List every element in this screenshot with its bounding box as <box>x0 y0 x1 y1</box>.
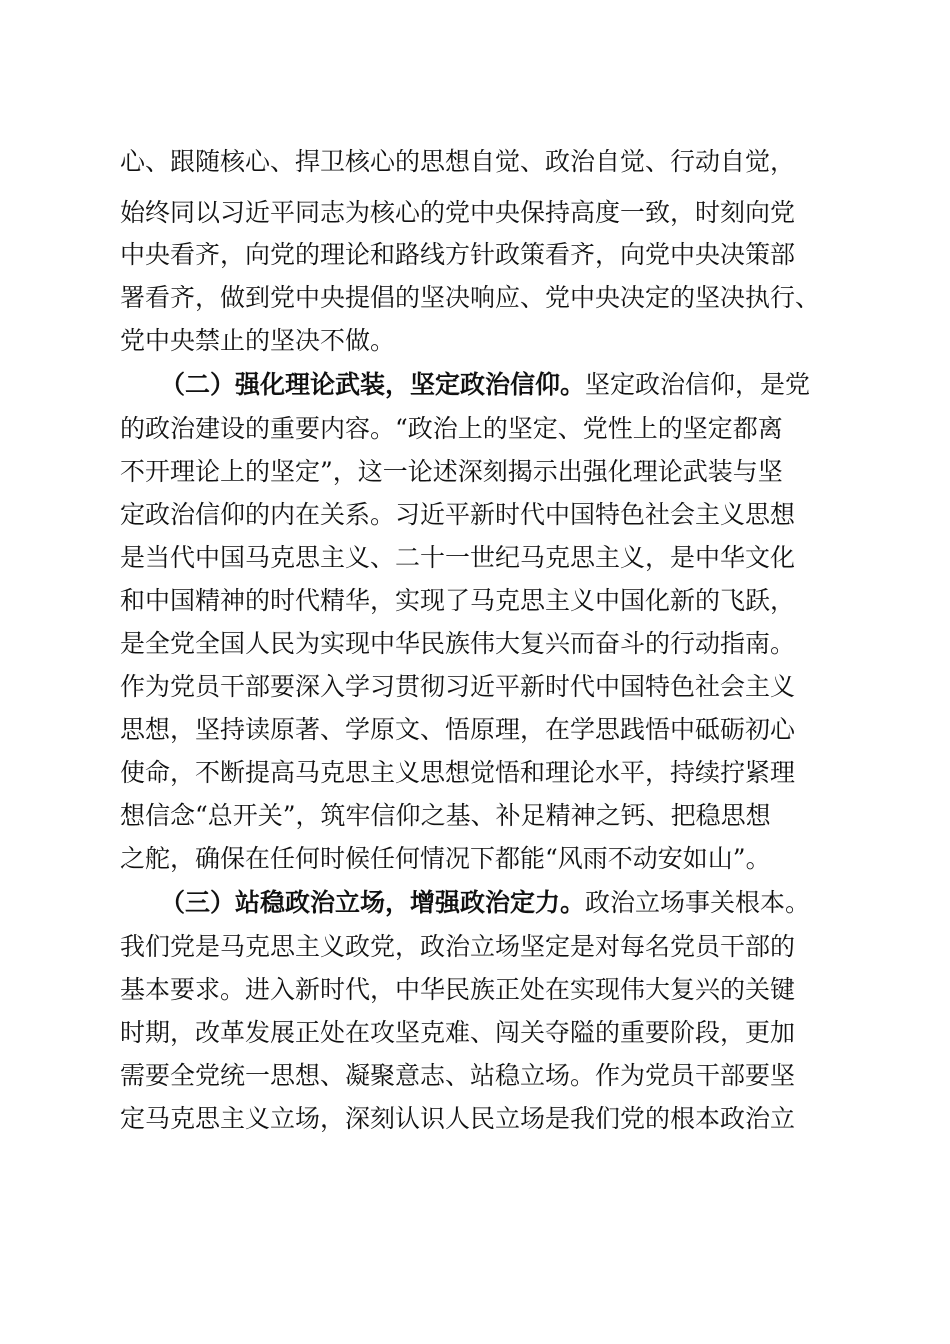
paragraph-1-line-2: 始终同以习近平同志为核心的党中央保持高度一致，时刻向党 <box>120 198 796 227</box>
paragraph-3-line-2: 我们党是马克思主义政党，政治立场坚定是对每名党员干部的 <box>120 932 796 961</box>
paragraph-2-line-12: 之舵，确保在任何时候任何情况下都能“风雨不动安如山”。 <box>120 844 771 873</box>
paragraph-2-first-line-text: 坚定政治信仰，是党 <box>585 370 811 399</box>
paragraph-1-line-3: 中央看齐，向党的理论和路线方针政策看齐，向党中央决策部 <box>120 240 796 269</box>
paragraph-2-line-7: 是全党全国人民为实现中华民族伟大复兴而奋斗的行动指南。 <box>120 629 796 658</box>
paragraph-3-first-line-text: 政治立场事关根本。 <box>585 888 811 917</box>
paragraph-2-line-11: 想信念“总开关”，筑牢信仰之基、补足精神之钙、把稳思想 <box>120 801 771 830</box>
paragraph-2-line-4: 定政治信仰的内在关系。习近平新时代中国特色社会主义思想 <box>120 500 796 529</box>
paragraph-2-line-10: 使命，不断提高马克思主义思想觉悟和理论水平，持续拧紧理 <box>120 758 796 787</box>
paragraph-1-line-1: 心、跟随核心、捍卫核心的思想自觉、政治自觉、行动自觉， <box>120 147 796 176</box>
paragraph-2-first-line <box>160 365 840 405</box>
paragraph-3-first-line <box>160 883 840 923</box>
paragraph-2-line-2: 的政治建设的重要内容。“政治上的坚定、党性上的坚定都离 <box>120 414 783 443</box>
paragraph-2-line-3: 不开理论上的坚定”，这一论述深刻揭示出强化理论武装与坚 <box>120 457 783 486</box>
paragraph-1-line-4: 署看齐，做到党中央提倡的坚决响应、党中央决定的坚决执行、 <box>120 283 821 312</box>
paragraph-2-line-6: 和中国精神的时代精华，实现了马克思主义中国化新的飞跃， <box>120 586 796 615</box>
paragraph-1-line-5: 党中央禁止的坚决不做。 <box>120 326 396 355</box>
paragraph-2-line-9: 思想，坚持读原著、学原文、悟原理，在学思践悟中砥砺初心 <box>120 715 796 744</box>
paragraph-3-line-4: 时期，改革发展正处在攻坚克难、闯关夺隘的重要阶段，更加 <box>120 1018 796 1047</box>
paragraph-3-line-3: 基本要求。进入新时代，中华民族正处在实现伟大复兴的关键 <box>120 975 796 1004</box>
paragraph-2-line-5: 是当代中国马克思主义、二十一世纪马克思主义，是中华文化 <box>120 543 796 572</box>
paragraph-3-heading: （三）站稳政治立场，增强政治定力。 <box>160 888 586 917</box>
paragraph-2-line-8: 作为党员干部要深入学习贯彻习近平新时代中国特色社会主义 <box>120 672 796 701</box>
paragraph-2-heading: （二）强化理论武装，坚定政治信仰。 <box>160 370 586 399</box>
paragraph-3-line-6: 定马克思主义立场，深刻认识人民立场是我们党的根本政治立 <box>120 1104 796 1133</box>
paragraph-3-line-5: 需要全党统一思想、凝聚意志、站稳立场。作为党员干部要坚 <box>120 1061 796 1090</box>
